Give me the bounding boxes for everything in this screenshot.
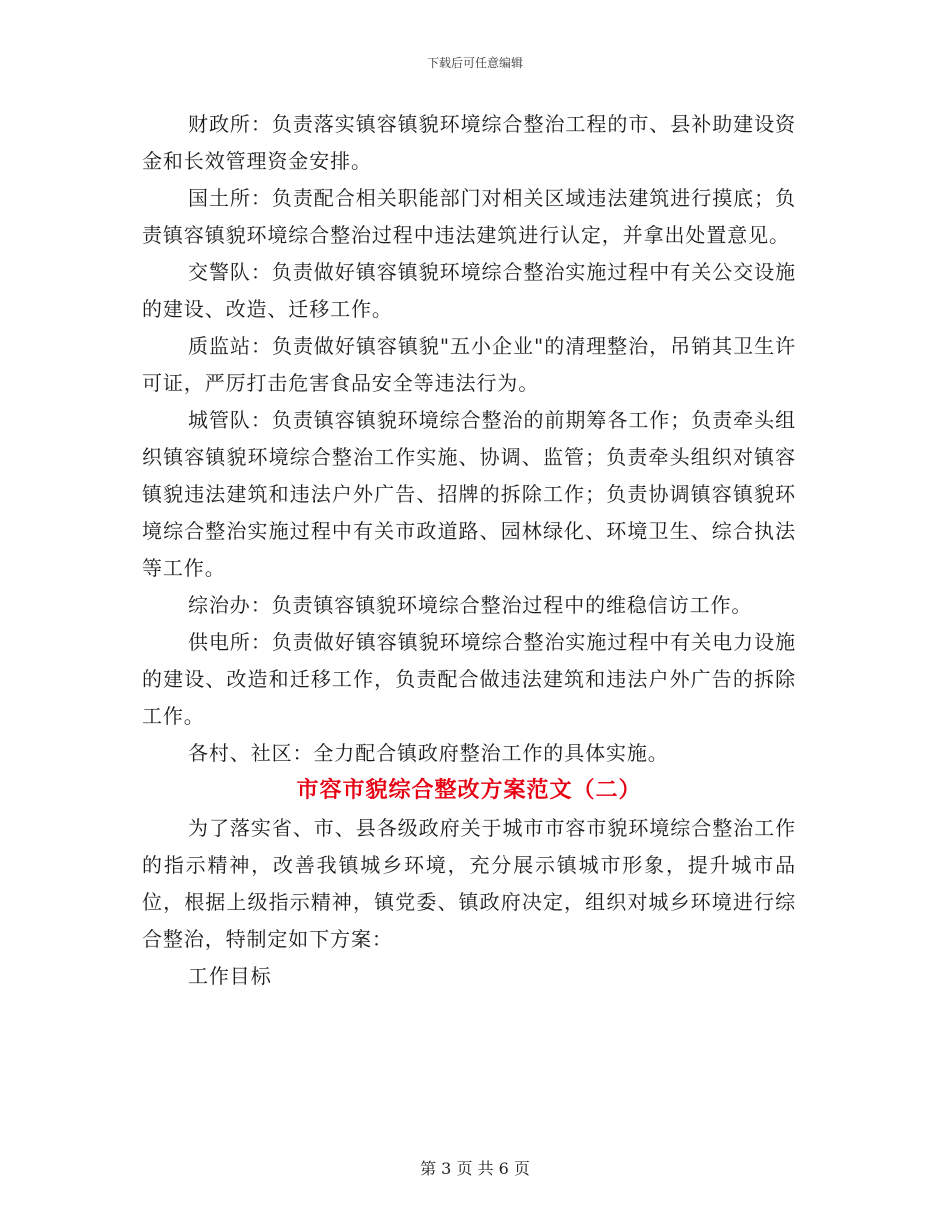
section-title: 市容市貌综合整改方案范文（二）	[296, 778, 642, 803]
paragraph-quality-station: 质监站：负责做好镇容镇貌"五小企业"的清理整治，吊销其卫生许可证，严厉打击危害食品安全等违法行为。	[142, 334, 796, 395]
paragraph-land-office: 国土所：负责配合相关职能部门对相关区域违法建筑进行摸底；负责镇容镇貌环境综合整治过程中违法建筑进行认定，并拿出处置意见。	[142, 186, 796, 247]
paragraph-comprehensive-office: 综治办：负责镇容镇貌环境综合整治过程中的维稳信访工作。	[188, 593, 753, 617]
page-header-note: 下载后可任意编辑	[426, 56, 523, 70]
paragraph-intro: 为了落实省、市、县各级政府关于城市市容市貌环境综合整治工作的指示精神，改善我镇城乡环境，充分展示镇城市形象，提升城市品位，根据上级指示精神，镇党委、镇政府决定，组织对城乡环境进行综合整治，特制定如下方案：	[142, 816, 796, 951]
document-body	[142, 106, 796, 995]
paragraph-urban-management: 城管队：负责镇容镇貌环境综合整治的前期筹各工作；负责牵头组织镇容镇貌环境综合整治工作实施、协调、监管；负责牵头组织对镇容镇貌违法建筑和违法户外广告、招牌的拆除工作；负责协调镇容镇貌环境综合整治实施过程中有关市政道路、园林绿化、环境卫生、综合执法等工作。	[142, 408, 796, 580]
paragraph-work-goals-heading: 工作目标	[188, 964, 272, 988]
page-number: 第 3 页 共 6 页	[420, 1159, 530, 1178]
paragraph-power-supply: 供电所：负责做好镇容镇貌环境综合整治实施过程中有关电力设施的建设、改造和迁移工作，负责配合做违法建筑和违法户外广告的拆除工作。	[142, 630, 796, 728]
paragraph-finance-office: 财政所：负责落实镇容镇貌环境综合整治工程的市、县补助建设资金和长效管理资金安排。	[142, 112, 796, 173]
paragraph-traffic-police: 交警队：负责做好镇容镇貌环境综合整治实施过程中有关公交设施的建设、改造、迁移工作。	[142, 260, 796, 321]
paragraph-villages-communities: 各村、社区：全力配合镇政府整治工作的具体实施。	[188, 741, 669, 765]
